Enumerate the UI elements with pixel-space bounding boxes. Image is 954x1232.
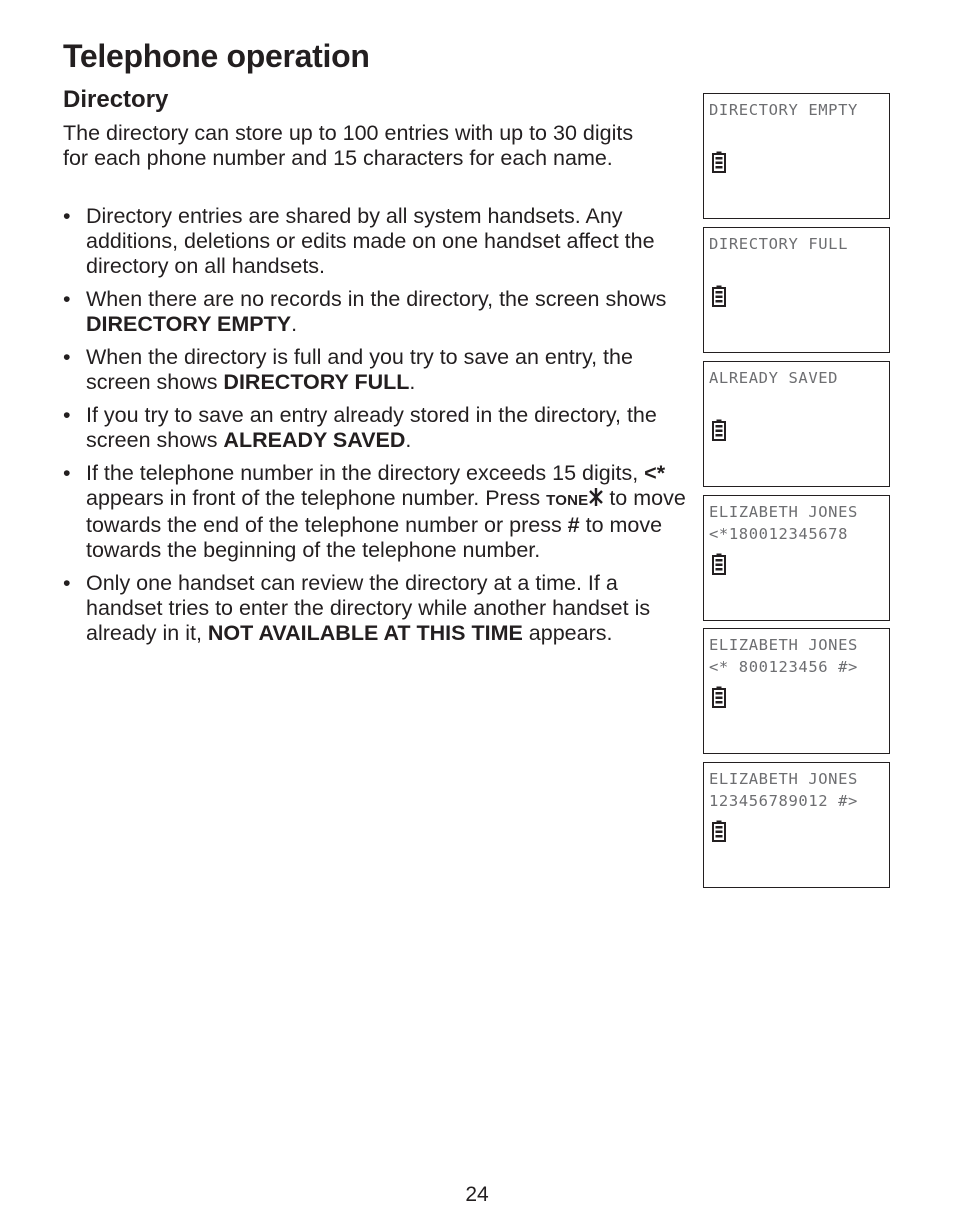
star-key-icon (589, 487, 603, 507)
bullet-dot: • (63, 204, 71, 228)
screen-message-directory-full: DIRECTORY FULL (223, 370, 410, 394)
screen-line-2: <*180012345678 (709, 525, 849, 543)
screen-line-1: ELIZABETH JONES (709, 770, 858, 788)
screen-line-2: <* 800123456 #> (709, 658, 858, 676)
bullet-text: Directory entries are shared by all system handsets. Any additions, deletions or edits made on one handset affect the directory on all handsets. (86, 204, 655, 278)
symbol-less-star: <* (644, 461, 666, 485)
bullet-text: . (291, 312, 298, 336)
battery-icon (712, 820, 726, 842)
bullet-dot: • (63, 461, 71, 485)
battery-icon (712, 686, 726, 708)
screen-line-2: 123456789012 #> (709, 792, 858, 810)
bullet-text: If you try to save an entry already stored in the directory, the screen shows (86, 403, 657, 452)
list-item (63, 403, 693, 453)
handset-screen (703, 361, 890, 487)
list-item (63, 571, 693, 646)
bullet-dot: • (63, 403, 71, 427)
handset-screen (703, 495, 890, 621)
screen-message-not-available: NOT AVAILABLE AT THIS TIME (207, 621, 523, 645)
screen-line-1: ELIZABETH JONES (709, 636, 858, 654)
tone-key-label: TONE (546, 492, 589, 509)
bullet-text: appears. (522, 621, 613, 645)
bullet-text: . (405, 428, 412, 452)
bullet-text: Only one handset can review the directory at a time. If a handset tries to enter the directory while another handset is already in it, (86, 571, 651, 645)
bullet-text: When the directory is full and you try to save an entry, the screen shows (86, 345, 633, 394)
handset-screen (703, 227, 890, 353)
battery-icon (712, 553, 726, 575)
list-item (63, 345, 693, 395)
list-item (63, 204, 693, 279)
screen-message-directory-empty: DIRECTORY EMPTY (86, 312, 292, 336)
battery-icon (712, 151, 726, 173)
bullet-text: to move towards the beginning of the telephone number. (86, 513, 663, 562)
bullet-list (63, 204, 693, 654)
page-number: 24 (465, 1183, 489, 1206)
symbol-pound: # (567, 513, 580, 537)
bullet-dot: • (63, 345, 71, 369)
screen-line-1: DIRECTORY FULL (709, 235, 849, 253)
handset-screen (703, 762, 890, 888)
bullet-dot: • (63, 571, 71, 595)
screen-message-already-saved: ALREADY SAVED (223, 428, 406, 452)
screen-line-1: DIRECTORY EMPTY (709, 101, 858, 119)
list-item (63, 461, 693, 563)
battery-icon (712, 285, 726, 307)
bullet-dot: • (63, 287, 71, 311)
bullet-text: When there are no records in the directory, the screen shows (86, 287, 667, 311)
battery-icon (712, 419, 726, 441)
bullet-text: If the telephone number in the directory exceeds 15 digits, (86, 461, 645, 485)
page-title: Telephone operation (63, 38, 370, 74)
bullet-text: appears in front of the telephone number. Press (86, 486, 547, 510)
bullet-text: to move towards the end of the telephone number or press (86, 486, 686, 537)
list-item (63, 287, 693, 337)
intro-paragraph: The directory can store up to 100 entries with up to 30 digits for each phone number and 15 characters for each name. (63, 121, 634, 170)
bullet-text: . (409, 370, 416, 394)
screen-line-1: ALREADY SAVED (709, 369, 839, 387)
handset-screen (703, 628, 890, 754)
section-title: Directory (63, 86, 169, 113)
handset-screen (703, 93, 890, 219)
screen-line-1: ELIZABETH JONES (709, 503, 858, 521)
